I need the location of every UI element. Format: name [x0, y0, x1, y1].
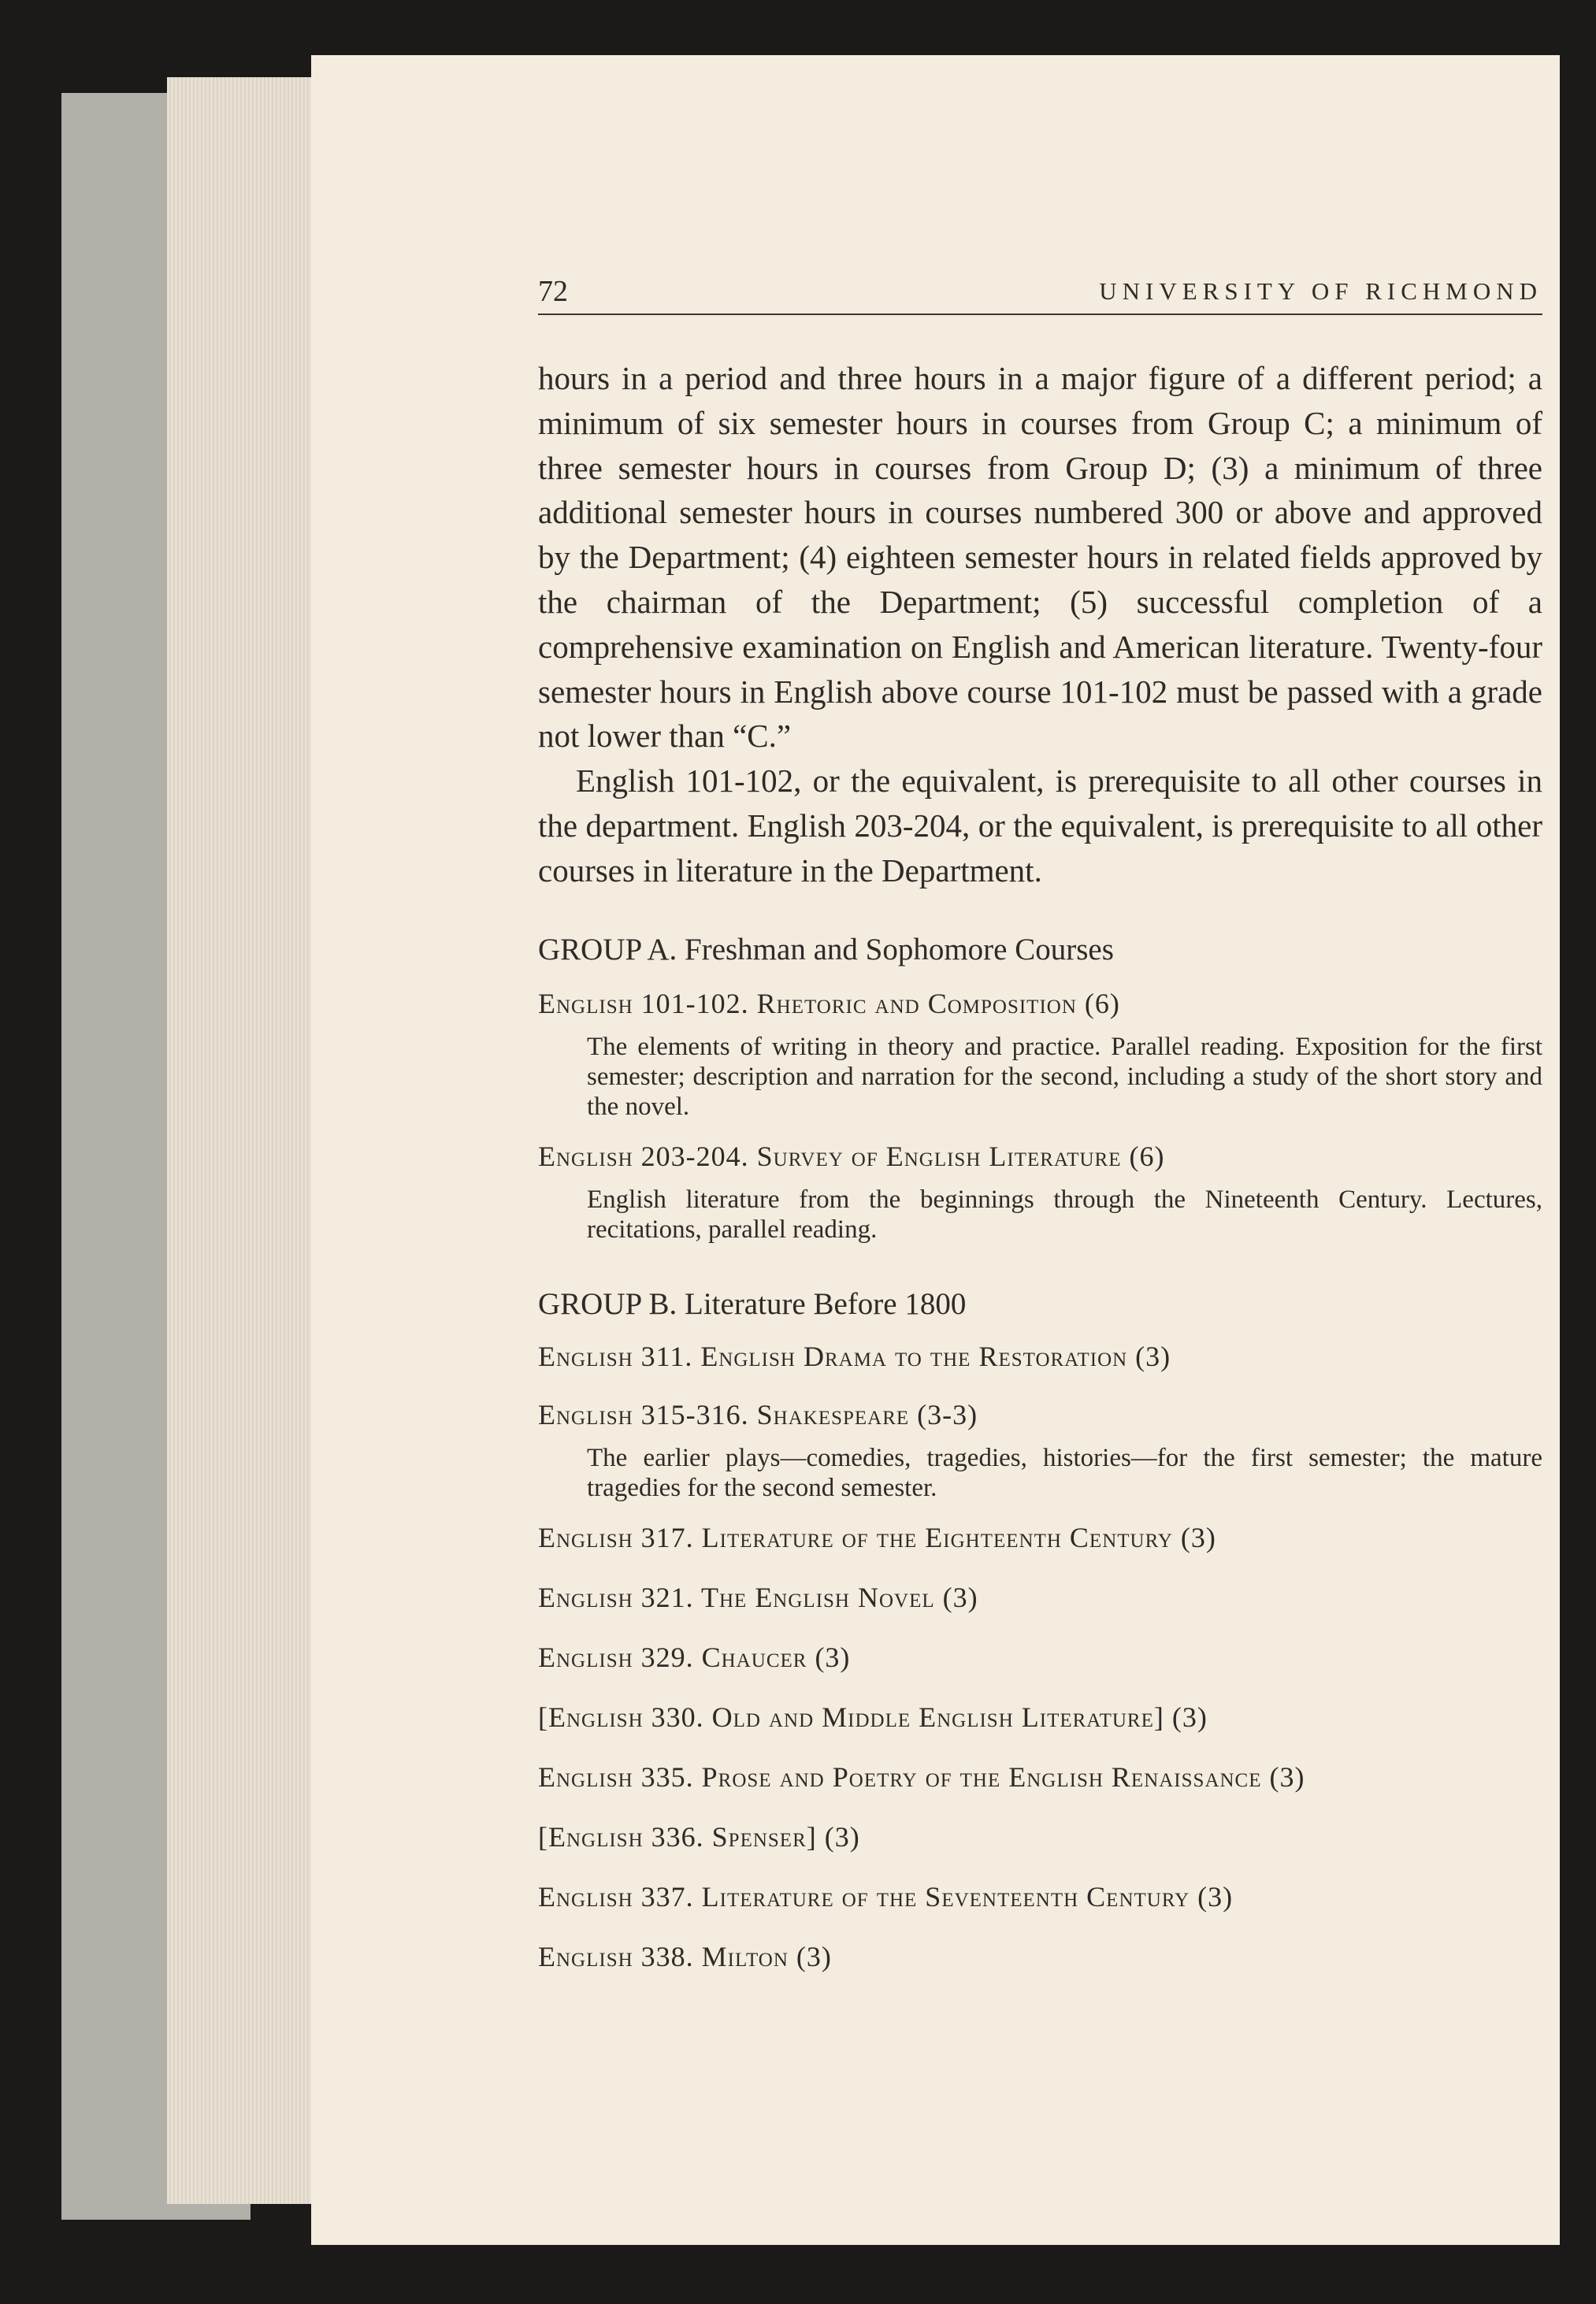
- course-description: English literature from the beginnings through the Nineteenth Century. Lectures, recitations, parallel reading.: [587, 1185, 1542, 1244]
- course-title: English 317. Literature of the Eighteenth Century (3): [538, 1521, 1216, 1553]
- course-title: English 315-316. Shakespeare (3-3): [538, 1398, 978, 1430]
- course-title: English 101-102. Rhetoric and Composition (6): [538, 987, 1120, 1019]
- course-title: English 321. The English Novel (3): [538, 1581, 978, 1613]
- course-title: [English 330. Old and Middle English Literature] (3): [538, 1701, 1208, 1733]
- course-title: [English 336. Spenser] (3): [538, 1820, 860, 1853]
- paragraph-requirements: hours in a period and three hours in a major figure of a different period; a minimum of six semester hours in courses from Group C; a minimum of three semester hours in courses from Group D; (3) a minimum of three additional semester hours in courses numbered 300 or above and approved by the Department; (4) eighteen semester hours in related fields approved by the chairman of the Department; (5) successful completion of a comprehensive examination on English and American literature. Twenty-four semester hours in English above course 101-102 must be passed with a grade not lower than “C.”: [538, 360, 1542, 755]
- book-page: [311, 55, 1560, 2245]
- course-title: English 203-204. Survey of English Literature (6): [538, 1140, 1165, 1172]
- course-title: English 311. English Drama to the Restoration (3): [538, 1340, 1171, 1372]
- course-title: English 338. Milton (3): [538, 1940, 832, 1972]
- paragraph-prerequisites: English 101-102, or the equivalent, is prerequisite to all other courses in the department. English 203-204, or the equivalent, is prerequisite to all other courses in literature in the Department.: [538, 762, 1542, 889]
- running-head: UNIVERSITY OF RICHMOND: [1099, 277, 1542, 305]
- course-description: The earlier plays—comedies, tragedies, histories—for the first semester; the mature tragedies for the second semester.: [587, 1443, 1542, 1502]
- page-edges: [167, 77, 317, 2204]
- group-b-heading: GROUP B. Literature Before 1800: [538, 1286, 967, 1321]
- course-title: English 335. Prose and Poetry of the English Renaissance (3): [538, 1760, 1305, 1793]
- course-title: English 337. Literature of the Seventeenth Century (3): [538, 1880, 1234, 1913]
- course-title: English 329. Chaucer (3): [538, 1641, 851, 1673]
- group-a-heading: GROUP A. Freshman and Sophomore Courses: [538, 932, 1114, 966]
- page-body: [538, 356, 1542, 1977]
- page-header: [538, 269, 1542, 315]
- page-number: 72: [538, 275, 568, 308]
- course-description: The elements of writing in theory and practice. Parallel reading. Exposition for the first semester; description and narration for the second, including a study of the short story and the novel.: [587, 1032, 1542, 1121]
